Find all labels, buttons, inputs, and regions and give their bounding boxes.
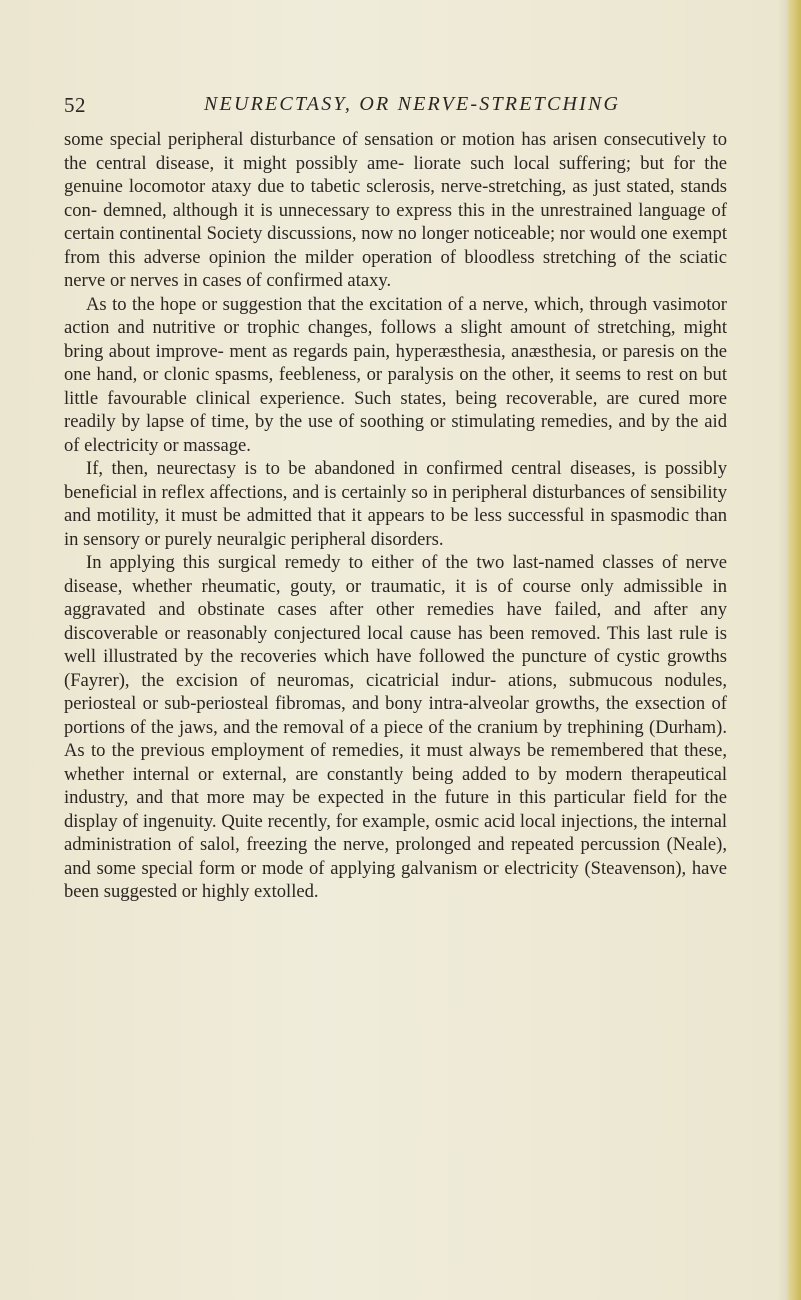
paragraph-2: As to the hope or suggestion that the excitation of a nerve, which, through vasimotor action and nutritive or trophic changes, follows a slight amount of stretching, might bring about improve- ment as regards pain, hyperæsthesia, anæsthesia, or paresis on the one hand, or clonic spasms, feebleness, or paralysis on the other, it seems to rest on but little favourable clinical experience. Such states, being recoverable, are cured more readily by lapse of time, by the use of soothing or stimulating remedies, and by the aid of electricity or massage. [64, 293, 727, 456]
paragraph-1: some special peripheral disturbance of sensation or motion has arisen consecutively to the central disease, it might possibly ame- liorate such local suffering; but for the genuine locomotor ataxy due to tabetic sclerosis, nerve-stretching, as just stated, stands con- demned, although it is unnecessary to express this in the unrestrained language of certain continental Society discussions, now no longer noticeable; nor would one exempt from this adverse opinion the milder operation of bloodless stretching of the sciatic nerve or nerves in cases of confirmed ataxy. [64, 129, 727, 291]
paragraph-4: In applying this surgical remedy to either of the two last-named classes of nerve disease, whether rheumatic, gouty, or traumatic, it is of course only admissible in aggravated and obstinate cases after other remedies have failed, and after any discoverable or reasonably conjectured local cause has been removed. This last rule is well illustrated by the recoveries which have followed the puncture of cystic growths (Fayrer), the excision of neuromas, cicatricial indur- ations, submucous nodules, periosteal or sub-periosteal fibromas, and bony intra-alveolar growths, the exsection of portions of the jaws, and the removal of a piece of the cranium by trephining (Durham). As to the previous employment of remedies, it must always be remembered that these, whether internal or external, are constantly being added to by modern therapeutical industry, and that more may be expected in the future in this particular field for the display of ingenuity. Quite recently, for example, osmic acid local injections, the internal administration of salol, freezing the nerve, prolonged and repeated percussion (Neale), and some special form or mode of applying galvanism or electricity (Steavenson), have been suggested or highly extolled. [64, 552, 727, 902]
page-number: 52 [64, 93, 86, 117]
page-gutter-shadow [777, 0, 787, 1300]
page-edge [787, 0, 801, 1300]
body-text [64, 128, 727, 904]
paragraph-3: If, then, neurectasy is to be abandoned in confirmed central diseases, is possibly beneficial in reflex affections, and is certainly so in peripheral disturbances of sensibility and motility, it must be admitted that it appears to be less successful in spasmodic than in sensory or purely neuralgic peripheral disorders. [64, 458, 727, 550]
page-header [64, 93, 734, 123]
running-head: NEURECTASY, OR NERVE-STRETCHING [204, 93, 621, 115]
